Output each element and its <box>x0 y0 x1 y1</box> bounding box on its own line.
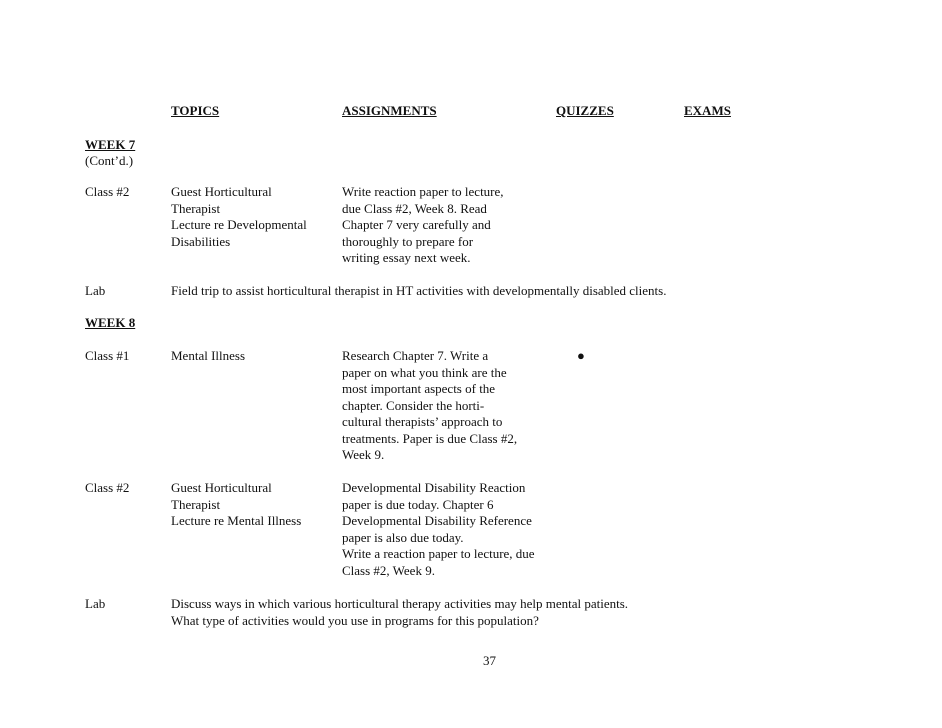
week8-class1-topic <box>171 348 245 365</box>
week8-title: WEEK 8 <box>85 315 136 330</box>
assignment-line: writing essay next week. <box>342 250 471 265</box>
assignment-line: chapter. Consider the horti- <box>342 397 485 413</box>
week8-class2-topic <box>171 480 301 530</box>
week7-title: WEEK 7 <box>85 137 136 152</box>
header-topics: TOPICS <box>171 103 220 118</box>
assignment-line: Chapter 7 very carefully and <box>342 217 491 232</box>
assignment-line: treatments. Paper is due Class #2, <box>342 430 518 446</box>
header-exams: EXAMS <box>684 103 731 118</box>
assignment-line: paper on what you think are the <box>342 364 507 380</box>
lab-line: Discuss ways in which various horticultural therapy activities may help mental patients. <box>171 596 629 611</box>
assignment-line: most important aspects of the <box>342 381 496 396</box>
week8-lab-text <box>171 596 628 629</box>
assignment-line: Write reaction paper to lecture, <box>342 184 504 199</box>
assignment-line: thoroughly to prepare for <box>342 233 474 249</box>
topic-line: Guest Horticultural <box>171 480 272 495</box>
week8-class1-label: Class #1 <box>85 348 130 363</box>
week8-class2-assignment <box>342 480 535 579</box>
topic-line: Guest Horticultural <box>171 184 272 199</box>
header-assignments: ASSIGNMENTS <box>342 103 437 118</box>
assignment-line: Developmental Disability Reaction <box>342 480 526 495</box>
topic-line: Lecture re Mental Illness <box>171 513 302 528</box>
page-number: 37 <box>483 653 496 668</box>
week7-lab-label: Lab <box>85 283 106 298</box>
assignment-line: due Class #2, Week 8. Read <box>342 200 487 216</box>
week7-class2-assignment <box>342 184 504 267</box>
assignment-line: cultural therapists’ approach to <box>342 414 503 429</box>
topic-line: Lecture re Developmental <box>171 217 307 232</box>
assignment-line: Developmental Disability Reference <box>342 513 532 528</box>
header-quizzes: QUIZZES <box>556 103 614 118</box>
topic-line: Disabilities <box>171 233 231 249</box>
week7-class2-topic <box>171 184 307 250</box>
assignment-line: paper is due today. Chapter 6 <box>342 496 494 512</box>
assignment-line: Write a reaction paper to lecture, due <box>342 546 535 561</box>
week8-lab-label: Lab <box>85 596 106 611</box>
assignment-line: Week 9. <box>342 447 385 462</box>
assignment-line: Class #2, Week 9. <box>342 562 435 578</box>
lab-line: What type of activities would you use in programs for this population? <box>171 612 539 628</box>
quiz-bullet-icon: ● <box>577 348 585 363</box>
week8-class2-label: Class #2 <box>85 480 130 495</box>
topic-line: Therapist <box>171 200 221 216</box>
topic-line: Mental Illness <box>171 348 246 363</box>
topic-line: Therapist <box>171 496 221 512</box>
week7-lab-text: Field trip to assist horticultural therapist in HT activities with developmentally disabled clients. <box>171 283 667 298</box>
assignment-line: Research Chapter 7. Write a <box>342 348 489 363</box>
week8-class1-assignment <box>342 348 517 464</box>
week7-class2-label: Class #2 <box>85 184 130 199</box>
week7-subtitle: (Cont’d.) <box>85 153 134 168</box>
assignment-line: paper is also due today. <box>342 529 464 545</box>
